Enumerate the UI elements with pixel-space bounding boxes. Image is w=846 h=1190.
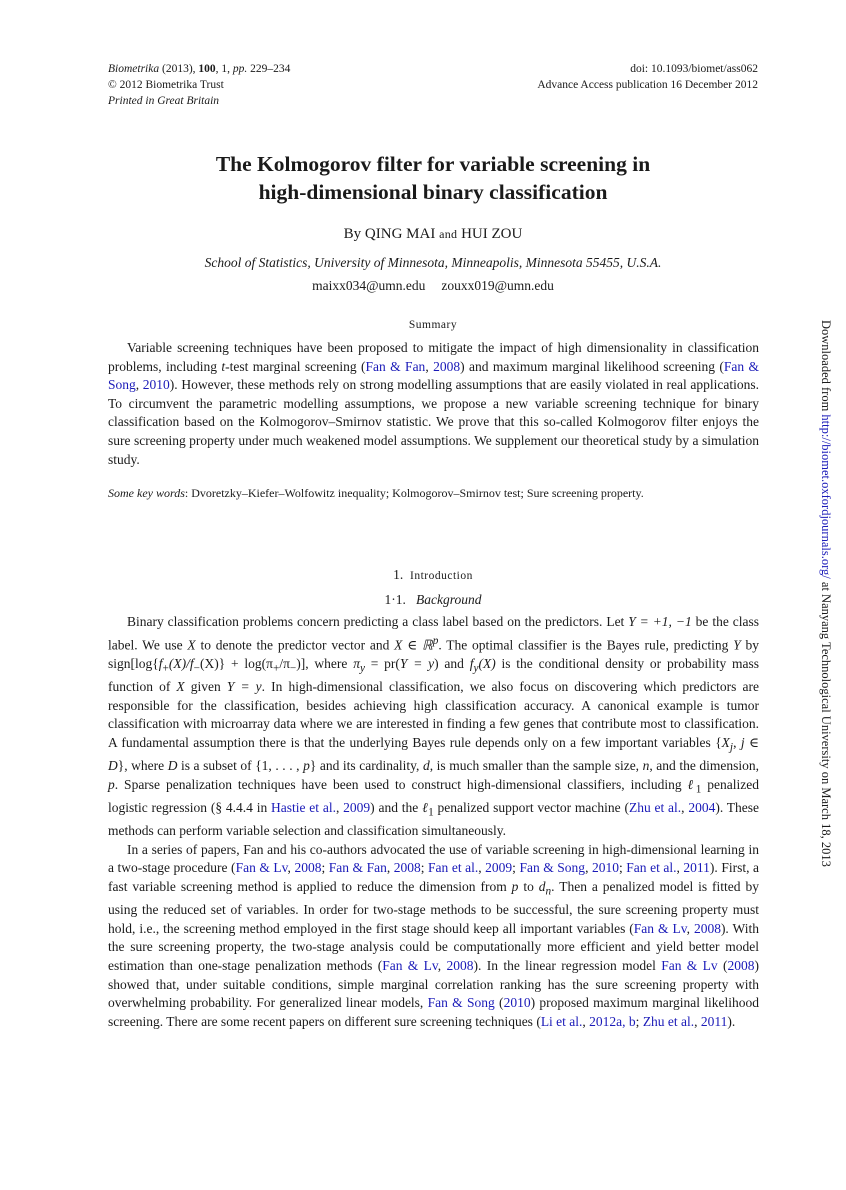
section-heading: 1. Introduction — [393, 567, 473, 582]
citation-link[interactable]: Fan & Lv — [382, 958, 438, 974]
citation-link[interactable]: Fan & Fan — [365, 358, 426, 374]
citation-link[interactable]: 2011 — [700, 1013, 728, 1029]
citation-link[interactable]: Zhu et al. — [642, 1013, 695, 1029]
citation-link[interactable]: Fan et al. — [626, 860, 677, 876]
citation-link[interactable]: 2008 — [727, 958, 755, 974]
citation-link[interactable]: 2008 — [393, 860, 421, 876]
citation-link[interactable]: 2008 — [693, 920, 721, 936]
citation-link[interactable]: 2009 — [343, 799, 371, 815]
advance-access: Advance Access publication 16 December 2012 — [537, 79, 758, 91]
author-1: QING MAI — [364, 226, 436, 242]
doi: doi: 10.1093/biomet/ass062 — [630, 63, 758, 75]
citation-link[interactable]: 2004 — [688, 799, 716, 815]
paragraph: Binary classification problems concern predicting a class label based on the predictors. Let Y = +1, −1 be the class label. We use X to denote the predictor vector and X ∈ ℝ$^p$. The optimal classifier is the Bayes rule, predicting Y by $sign[\log\{f_+(X)/f_-(X)\} + \log(\pi_+/\pi_-)]$, where $\pi_y = pr(Y = y)$ and $f_y(X)$ is the conditional density or probability mass function of X given Y = y. In high-dimensional classification, we also focus on discovering which predictors are responsible for the classification, besides achieving high classification accuracy. A canonical example is tumor classification with microarray data where we are interested in finding a few genes that contribute most to classification. A fundamental assumption there is that the underlying Bayes rule depends only on a few important variables {$X_j$, j ∈ D}, where D is a subset of {1, . . . , p} and its cardinality, d, is much smaller than the sample size, n, and the dimension, p. Sparse penalization techniques have been used to construct high-dimensional classifiers, including ℓ$_1$ penalized logistic regression (§ 4.4.4 in Hastie et al., 2009) and the ℓ$_1$ penalized support vector machine (Zhu et al., 2004). These methods can perform variable selection and classification simultaneously. — [108, 614, 760, 839]
copyright-line: © 2012 Biometrika Trust — [108, 79, 224, 91]
citation-link[interactable]: Fan & Fan — [328, 860, 387, 876]
download-sidebar: Downloaded from http://biomet.oxfordjournals.org/ at Nanyang Technological University on March 18, 2013 — [819, 320, 833, 867]
citation-link[interactable]: 2012a, b — [589, 1013, 636, 1029]
printed-line: Printed in Great Britain — [108, 95, 220, 107]
citation-link[interactable]: Fan & Lv — [235, 860, 288, 876]
journal-name: Biometrika — [108, 63, 160, 75]
publication-info — [537, 61, 758, 93]
citation-link[interactable]: 2009 — [485, 860, 513, 876]
citation-link[interactable]: Fan & Lv — [661, 958, 718, 974]
citation-line: Biometrika (2013), 100, 1, pp. 229–234 — [108, 63, 291, 75]
keywords: Some key words: Dvoretzky–Kiefer–Wolfowitz inequality; Kolmogorov–Smirnov test; Sure screening property. — [108, 486, 644, 500]
citation-link[interactable]: Fan et al. — [428, 860, 479, 876]
citation-link[interactable]: Zhu et al. — [628, 799, 682, 815]
citation-link[interactable]: Li et al. — [540, 1013, 583, 1029]
citation-link[interactable]: 2010 — [503, 995, 531, 1011]
paper-title: The Kolmogorov filter for variable screening in high-dimensional binary classification — [215, 152, 651, 204]
citation-link[interactable]: 2008 — [294, 860, 322, 876]
emails — [100, 277, 766, 295]
email-2[interactable]: zouxx019@umn.edu — [441, 278, 554, 293]
volume: 100 — [198, 63, 216, 75]
citation-link[interactable]: Fan & Song — [108, 358, 759, 393]
citation-link[interactable]: 2010 — [142, 377, 170, 393]
email-1[interactable]: maixx034@umn.edu — [312, 278, 426, 293]
citation-link[interactable]: 2010 — [591, 860, 619, 876]
subsection-heading: 1·1. Background — [384, 592, 482, 607]
affiliation: School of Statistics, University of Minnesota, Minneapolis, Minnesota 55455, U.S.A. — [204, 255, 662, 270]
citation-link[interactable]: Hastie et al. — [271, 799, 336, 815]
author-2: HUI ZOU — [461, 226, 523, 242]
summary-abstract: Variable screening techniques have been proposed to mitigate the impact of high dimensionality in classification problems, including t-test marginal screening (Fan & Fan, 2008) and maximum marginal likelihood screening (Fan & Song, 2010). However, these methods rely on strong modelling assumptions that are easily violated in real applications. To circumvent the parametric modelling assumptions, we propose a new variable screening technique for binary classification based on the Kolmogorov–Smirnov statistic. We prove that this so-called Kolmogorov filter enjoys the sure screening property under much weakened model assumptions. We supplement our theoretical study by a simulation study. — [108, 340, 759, 467]
authors: By QING MAI and HUI ZOU — [343, 226, 523, 242]
citation-link[interactable]: 2008 — [446, 958, 474, 974]
citation-link[interactable]: 2008 — [433, 358, 461, 374]
body-text — [108, 613, 759, 1031]
journal-url-link[interactable]: http://biomet.oxfordjournals.org/ — [819, 414, 833, 579]
summary-heading: Summary — [408, 319, 458, 331]
citation-link[interactable]: Fan & Song — [519, 860, 586, 876]
paragraph: In a series of papers, Fan and his co-authors advocated the use of variable screening in high-dimensional learning in a two-stage procedure (Fan & Lv, 2008; Fan & Fan, 2008; Fan et al., 2009; Fan & Song, 2010; Fan et al., 2011). First, a fast variable screening method is applied to reduce the dimension from p to $d_n$. Then a penalized model is fitted by using the reduced set of variables. In order for two-stage methods to be successful, the sure screening property must hold, i.e., the screening method employed in the first stage should keep all important variables (Fan & Lv, 2008). With the sure screening property, the two-stage analysis could be computationally more efficient and yield better model estimation than one-stage penalization methods (Fan & Lv, 2008). In the linear regression model Fan & Lv (2008) showed that, under suitable conditions, simple marginal correlation ranking has the sure screening property with overwhelming probability. For generalized linear models, Fan & Song (2010) proposed maximum marginal likelihood screening. There are some recent papers on different sure screening techniques (Li et al., 2012a, b; Zhu et al., 2011). — [108, 841, 759, 1029]
citation-link[interactable]: 2011 — [683, 860, 710, 876]
journal-header — [108, 61, 290, 109]
citation-link[interactable]: Fan & Lv — [633, 920, 687, 936]
citation-link[interactable]: Fan & Song — [427, 995, 495, 1011]
